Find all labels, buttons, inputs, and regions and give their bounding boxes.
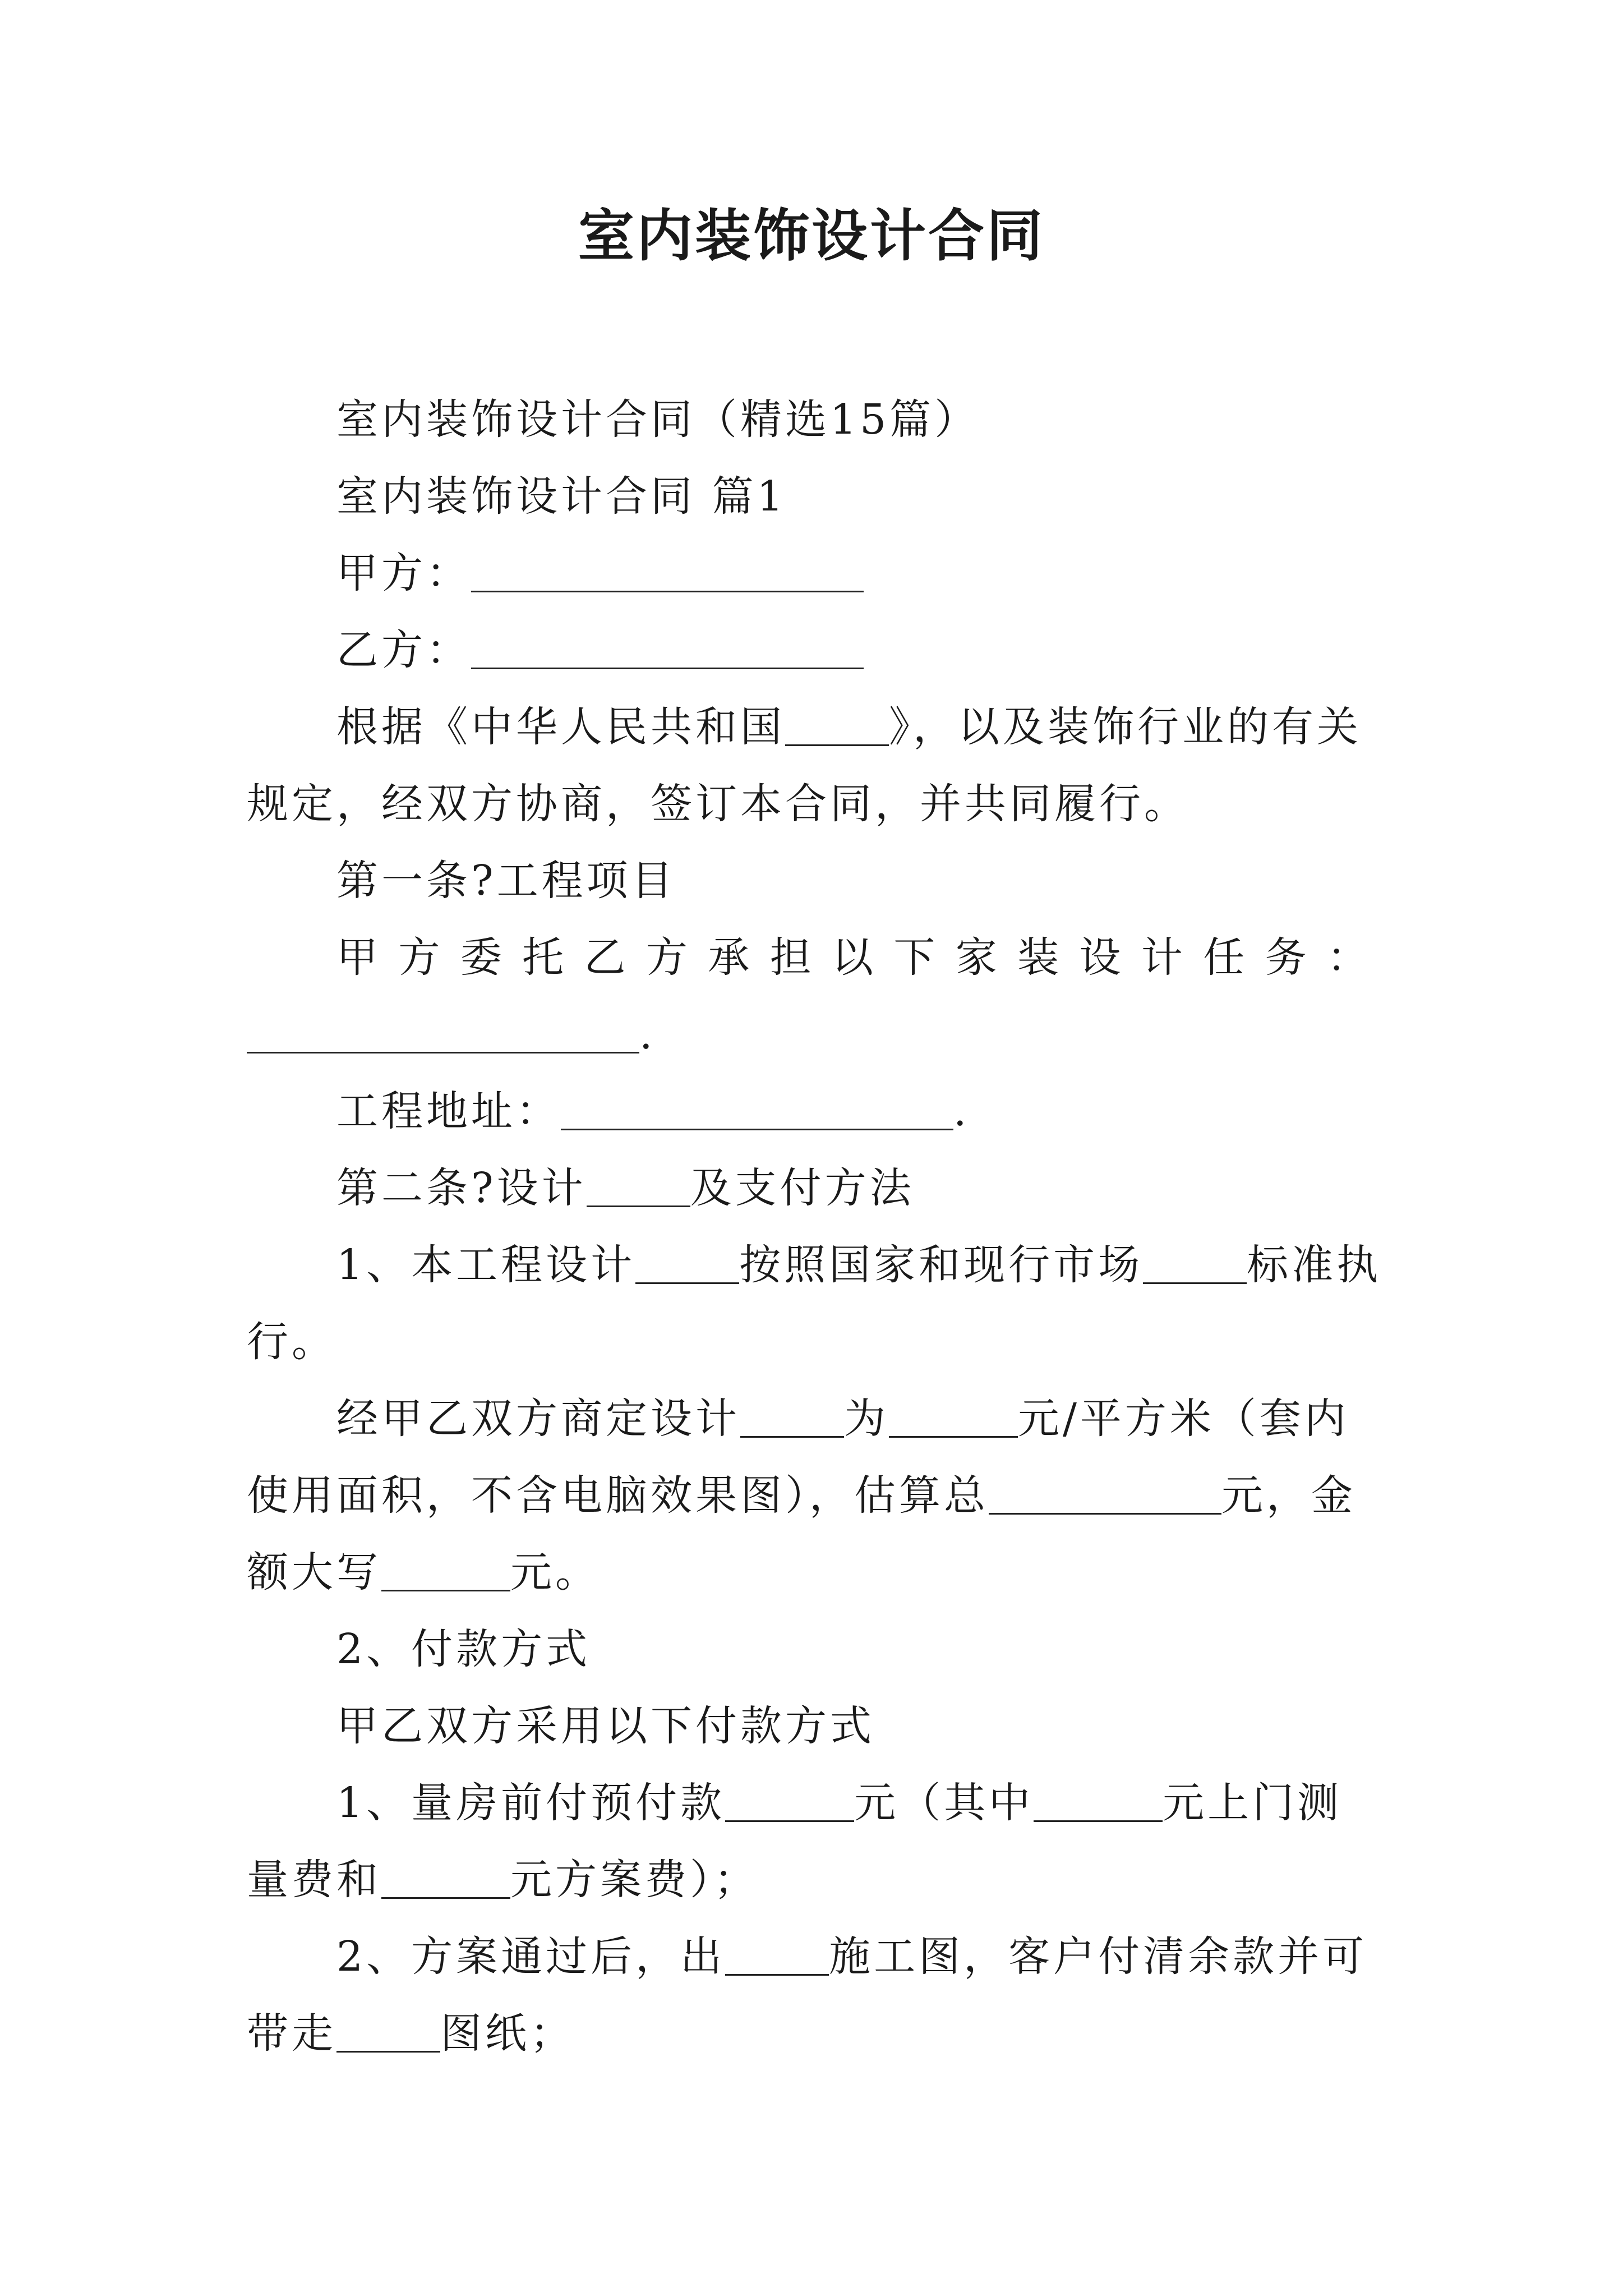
- address-blank: [561, 1087, 953, 1130]
- paragraph-payment-title: 2、付款方式: [336, 1625, 591, 1673]
- text-span: 根据《中华人民共和国: [336, 703, 785, 751]
- text-span: 元/平方米（套内使用面积，不含电脑效果图），估算总: [247, 1395, 1349, 1520]
- paragraph-task: 甲方委托乙方承担以下家装设计任务：: [336, 933, 1385, 982]
- paragraph-party-b: [247, 612, 1385, 689]
- text-span: 2、方案通过后，出: [336, 1932, 726, 1981]
- blank: [725, 1779, 854, 1822]
- paragraph-subtitle: 室内装饰设计合同（精选15篇）: [336, 395, 980, 444]
- text-span: 1、量房前付预付款: [336, 1779, 726, 1827]
- text-span: .: [639, 1010, 656, 1059]
- text-span: .: [953, 1087, 970, 1135]
- text-span: 元方案费）；: [510, 1856, 759, 1904]
- blank: [381, 1548, 510, 1591]
- text-span: 及支付方法: [690, 1164, 915, 1212]
- document-body: [247, 381, 1385, 2072]
- blank: [785, 703, 889, 746]
- blank: [740, 1395, 844, 1438]
- paragraph-basis: [247, 689, 1385, 843]
- task-blank: [247, 1010, 639, 1053]
- text-span: 标准执行。: [247, 1241, 1382, 1366]
- paragraph-article-2: [247, 1150, 1385, 1227]
- paragraph-chapter: 室内装饰设计合同 篇1: [336, 472, 787, 521]
- text-span: 1、本工程设计: [336, 1241, 636, 1289]
- blank: [989, 1471, 1221, 1515]
- text-span: 图纸；: [440, 2009, 575, 2058]
- text-span: 施工图，客户付清余款并可带走: [247, 1932, 1368, 2058]
- blank: [725, 1932, 829, 1976]
- blank: [1143, 1241, 1247, 1284]
- party-b-label: 乙方：: [336, 626, 471, 674]
- paragraph-party-a: [247, 535, 1385, 612]
- paragraph-task-blank: [247, 996, 1385, 1073]
- text-span: 为: [844, 1395, 889, 1443]
- text-span: 元上门测量费和: [247, 1779, 1343, 1904]
- text-span: 元。: [510, 1548, 600, 1596]
- paragraph-article-1: 第一条?工程项目: [336, 857, 676, 905]
- text-span: 第二条?设计: [336, 1164, 587, 1212]
- party-b-blank: [471, 626, 864, 669]
- blank: [635, 1241, 739, 1284]
- text-span: 经甲乙双方商定设计: [336, 1395, 740, 1443]
- paragraph-address: [247, 1073, 1385, 1150]
- paragraph-payment-1: [247, 1765, 1385, 1918]
- text-span: 元（其中: [854, 1779, 1034, 1827]
- blank: [381, 1856, 510, 1899]
- paragraph-fee: [247, 1381, 1385, 1611]
- paragraph-payment-2: [247, 1918, 1385, 2072]
- text-span: 元，金额大写: [247, 1471, 1356, 1596]
- address-label: 工程地址：: [336, 1087, 561, 1135]
- paragraph-item-1: [247, 1227, 1385, 1381]
- blank: [587, 1164, 690, 1207]
- text-span: 按照国家和现行市场: [739, 1241, 1144, 1289]
- document-title: 室内装饰设计合同: [578, 203, 1045, 269]
- blank: [336, 2009, 440, 2053]
- party-a-label: 甲方：: [336, 549, 471, 597]
- party-a-blank: [471, 549, 864, 592]
- blank: [889, 1395, 1018, 1438]
- paragraph-payment-intro: 甲乙双方采用以下付款方式: [336, 1702, 875, 1750]
- blank: [1034, 1779, 1163, 1822]
- text-span: 》，以及装饰行业的有关规定，经双方协商，签订本合同，并共同履行。: [247, 703, 1362, 828]
